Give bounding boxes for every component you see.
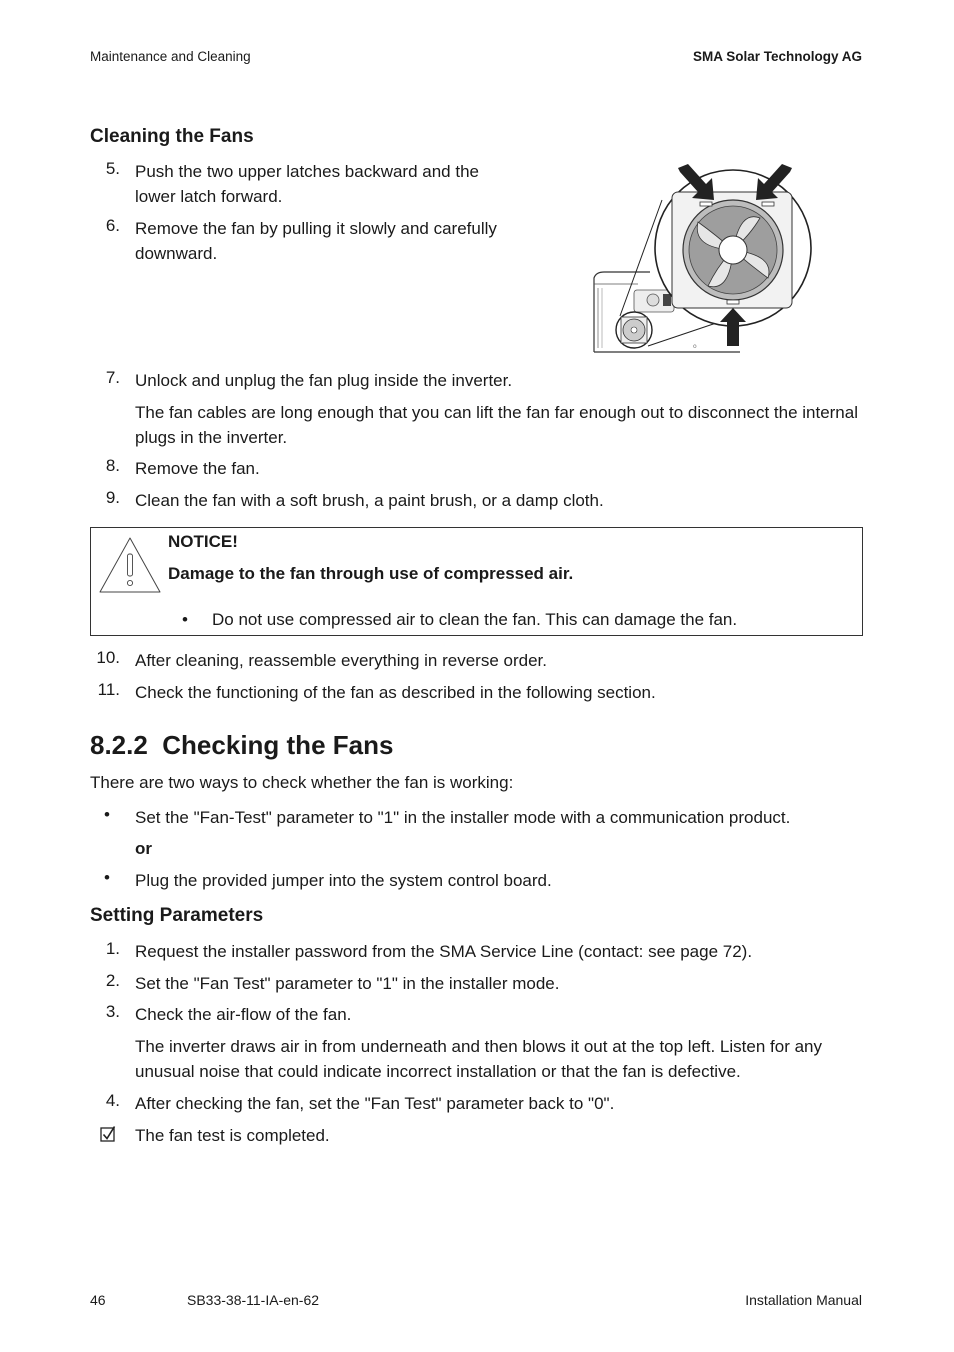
- option-1-bullet: •: [104, 805, 110, 824]
- or-label: or: [135, 839, 152, 858]
- checkbox-checked-icon: [100, 1125, 116, 1143]
- setting-step-3-note: The inverter draws air in from underneath and then blows it out at the top left. Listen for any unusual noise that could indicate incorrect installation or that the fan is defective.: [135, 1037, 822, 1081]
- option-2-bullet: •: [104, 868, 110, 887]
- step-11-text: Check the functioning of the fan as described in the following section.: [135, 683, 656, 702]
- step-6-number: 6.: [105, 216, 120, 235]
- svg-text:o: o: [693, 343, 697, 350]
- cleaning-heading: Cleaning the Fans: [90, 126, 254, 147]
- notice-bullet-text: Do not use compressed air to clean the fan. This can damage the fan.: [212, 610, 738, 629]
- notice-subtitle: Damage to the fan through use of compressed air.: [168, 564, 574, 583]
- footer-manual-title: Installation Manual: [745, 1292, 862, 1308]
- step-5-text: [135, 159, 479, 209]
- setting-step-4-text: After checking the fan, set the "Fan Test" parameter back to "0".: [135, 1094, 615, 1113]
- step-8-number: 8.: [105, 456, 120, 475]
- step-10-number: 10.: [96, 648, 120, 667]
- step-7-note: The fan cables are long enough that you can lift the fan far enough out to disconnect the internal plugs in the inverter.: [135, 403, 858, 447]
- step-9-number: 9.: [105, 488, 120, 507]
- warning-triangle-icon: [96, 534, 164, 596]
- step-7-number: 7.: [105, 368, 120, 387]
- notice-bullet-dot: •: [182, 610, 188, 629]
- header-section-title: Maintenance and Cleaning: [90, 49, 251, 64]
- header-company: SMA Solar Technology AG: [692, 49, 862, 64]
- footer-page-number: 46: [90, 1292, 106, 1308]
- setting-step-4-number: 4.: [105, 1091, 120, 1110]
- setting-step-1-number: 1.: [105, 939, 120, 958]
- step-5-line-2: lower latch forward.: [135, 187, 283, 206]
- option-2-text: Plug the provided jumper into the system control board.: [135, 871, 552, 890]
- step-5-number: 5.: [105, 159, 120, 178]
- step-9-text: Clean the fan with a soft brush, a paint brush, or a damp cloth.: [135, 491, 604, 510]
- checking-intro: There are two ways to check whether the fan is working:: [90, 773, 514, 792]
- step-11-number: 11.: [97, 680, 120, 699]
- footer-doc-id: SB33-38-11-IA-en-62: [187, 1292, 320, 1308]
- step-6-line-1: Remove the fan by pulling it slowly and carefully: [135, 219, 497, 238]
- notice-title: NOTICE!: [168, 532, 238, 551]
- setting-heading: Setting Parameters: [90, 905, 264, 926]
- setting-step-2-text: Set the "Fan Test" parameter to "1" in the installer mode.: [135, 974, 560, 993]
- setting-step-1-text: Request the installer password from the SMA Service Line (contact: see page 72).: [135, 942, 753, 961]
- notice-box: [90, 527, 863, 636]
- option-1-text: Set the "Fan-Test" parameter to "1" in the installer mode with a communication product.: [135, 808, 791, 827]
- step-6-line-2: downward.: [135, 244, 218, 263]
- setting-step-3-text: Check the air-flow of the fan.: [135, 1005, 352, 1024]
- setting-step-3-number: 3.: [105, 1002, 120, 1021]
- step-6-text: [135, 216, 497, 266]
- step-7-text: Unlock and unplug the fan plug inside the inverter.: [135, 371, 513, 390]
- fan-removal-illustration: [590, 160, 830, 360]
- result-text: The fan test is completed.: [135, 1126, 330, 1145]
- setting-step-2-number: 2.: [105, 971, 120, 990]
- checking-heading: 8.2.2 Checking the Fans: [90, 730, 394, 760]
- step-8-text: Remove the fan.: [135, 459, 260, 478]
- step-10-text: After cleaning, reassemble everything in reverse order.: [135, 651, 547, 670]
- step-5-line-1: Push the two upper latches backward and the: [135, 162, 479, 181]
